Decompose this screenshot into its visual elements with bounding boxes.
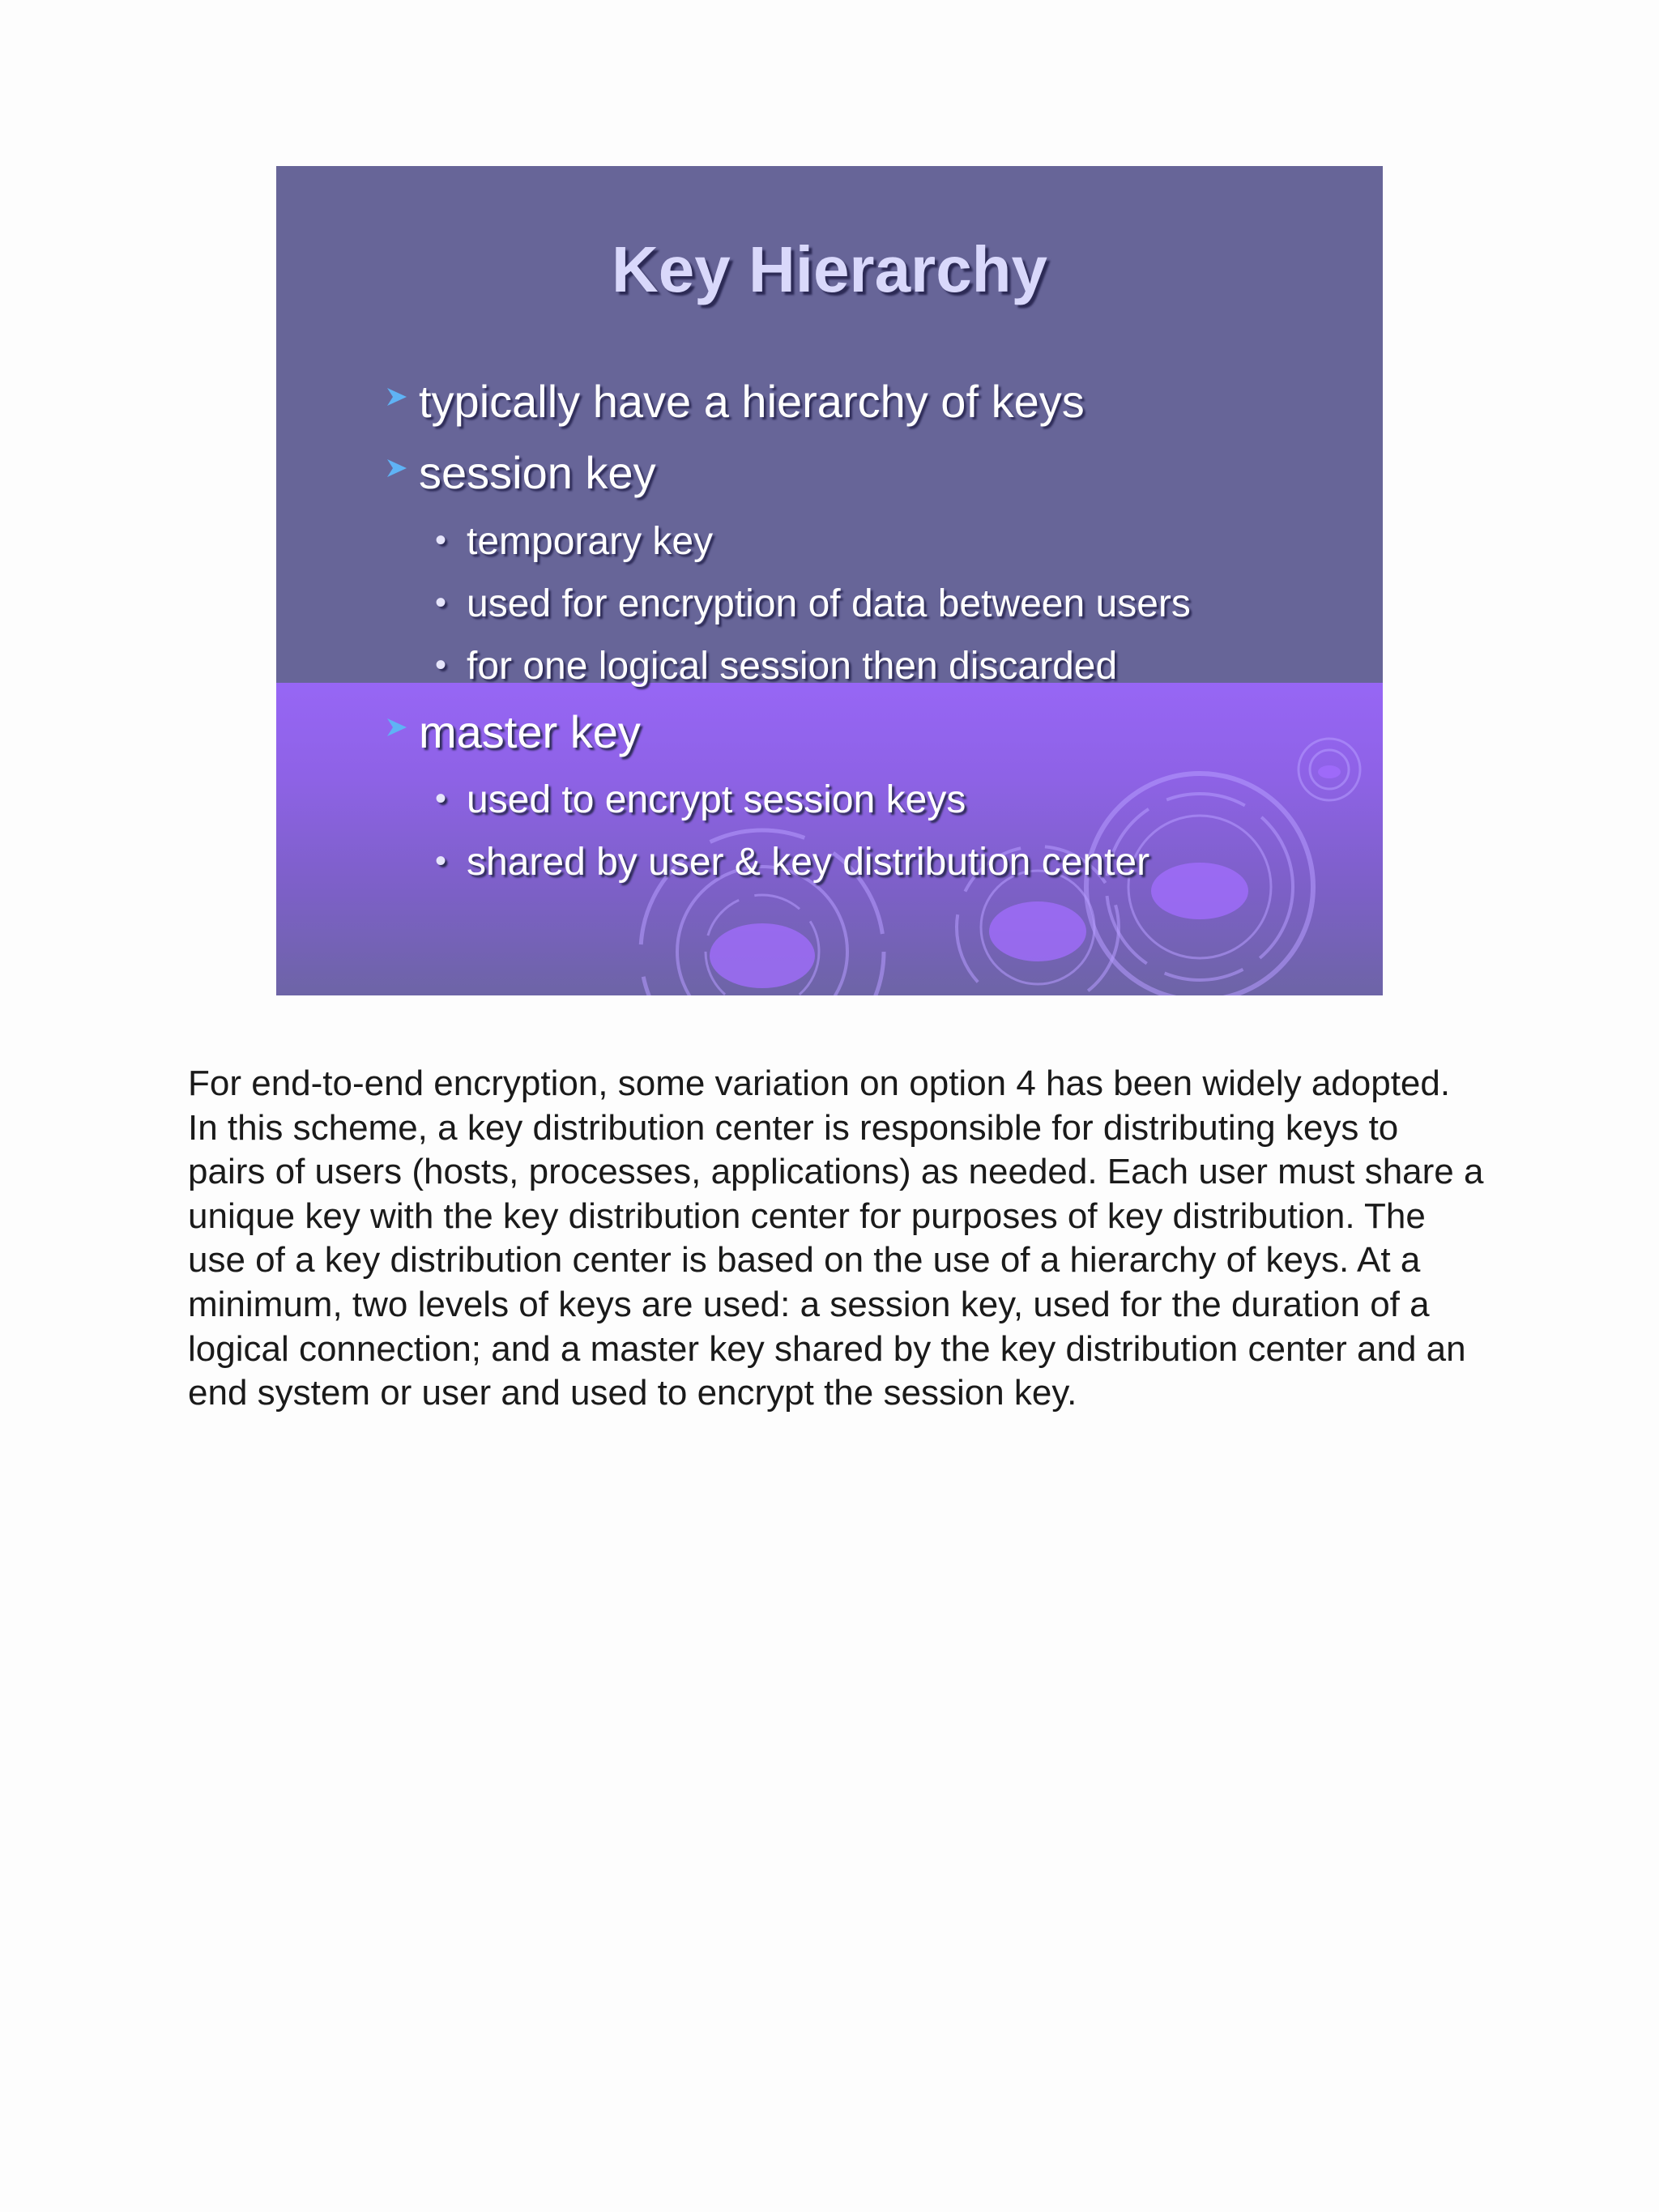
dot-bullet-icon: • [435,781,447,816]
dot-bullet-icon: • [435,522,447,558]
arrow-bullet-icon [385,385,409,409]
arrow-bullet-icon [385,456,409,480]
arrow-bullet-icon [385,715,409,739]
dot-bullet-icon: • [435,843,447,879]
bullet-text: session key [419,447,656,498]
bullet-text: temporary key [467,520,714,563]
dot-bullet-icon: • [435,647,447,683]
bullet-text: for one logical session then discarded [467,645,1118,688]
bullet-text: typically have a hierarchy of keys [419,376,1085,427]
dot-bullet-icon: • [435,585,447,620]
bullet-text: master key [419,706,641,757]
slide [276,166,1383,995]
bullet-text: used for encryption of data between users [467,582,1191,625]
speaker-notes-paragraph: For end-to-end encryption, some variation on option 4 has been widely adopted. In this scheme, a key distribution center is responsible for distributing keys to pairs of users (hosts, processes, applications) as needed. Each user must share a unique key with the key distribution center for purposes of key distribution. The use of a key distribution center is based on the use of a hierarchy of keys. At a minimum, two levels of keys are used: a session key, used for the duration of a logical connection; and a master key shared by the key distribution center and an end system or user and used to encrypt the session key. [188,1063,1484,1413]
slide-bullet-list [276,166,1383,995]
slide-title: Key Hierarchy [611,233,1048,305]
bullet-text: used to encrypt session keys [467,778,966,821]
bullet-text: shared by user & key distribution center [467,841,1150,884]
